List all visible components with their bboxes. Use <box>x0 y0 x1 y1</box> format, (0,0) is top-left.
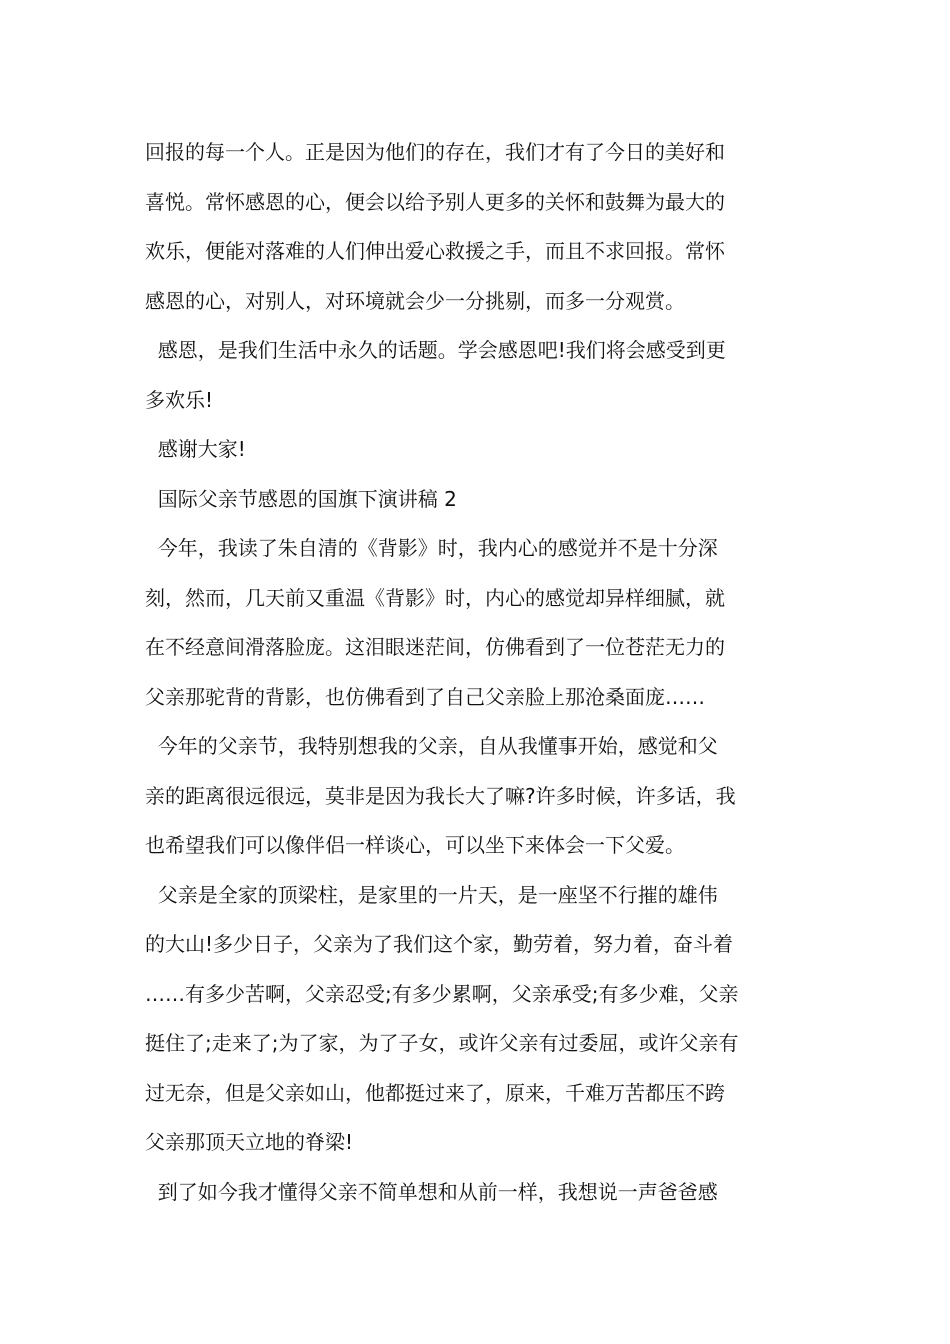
paragraph <box>145 722 809 871</box>
paragraph <box>145 425 809 475</box>
text-line: 在不经意间滑落脸庞。这泪眼迷茫间，仿佛看到了一位苍茫无力的 <box>145 635 725 659</box>
text-line: 父亲那顶天立地的脊梁! <box>145 1130 354 1154</box>
text-line: 感恩的心，对别人，对环境就会少一分挑剔，而多一分观赏。 <box>145 288 685 313</box>
text-line: 今年的父亲节，我特别想我的父亲，自从我懂事开始，感觉和父 <box>145 734 718 758</box>
paragraph <box>145 326 809 425</box>
section-heading <box>145 475 809 525</box>
paragraph <box>145 524 809 722</box>
text-line: 到了如今我才懂得父亲不简单想和从前一样，我想说一声爸爸感 <box>145 1179 718 1204</box>
text-line: 感恩，是我们生活中永久的话题。学会感恩吧!我们将会感受到更 <box>145 338 726 362</box>
text-line: 欢乐，便能对落难的人们伸出爱心救援之手，而且不求回报。常怀 <box>145 239 725 263</box>
paragraph <box>145 871 809 1168</box>
text-line: 过无奈，但是父亲如山，他都挺过来了，原来，千难万苦都压不跨 <box>145 1080 725 1105</box>
text-line: 父亲是全家的顶梁柱，是家里的一片天，是一座坚不行摧的雄伟 <box>145 882 718 907</box>
text-line: 挺住了;走来了;为了家，为了子女，或许父亲有过委屈，或许父亲有 <box>145 1031 739 1055</box>
text-line: 感谢大家! <box>145 437 246 461</box>
text-line: 亲的距离很远很远，莫非是因为我长大了嘛?许多时候，许多话，我 <box>145 783 736 808</box>
text-line: 刻，然而，几天前又重温《背影》时，内心的感觉却异样细腻，就 <box>145 585 725 610</box>
text-line: 今年，我读了朱自清的《背影》时，我内心的感觉并不是十分深 <box>145 536 718 560</box>
text-line: 多欢乐! <box>145 387 214 412</box>
text-line: 的大山!多少日子，父亲为了我们这个家，勤劳着，努力着，奋斗着 <box>145 932 734 956</box>
heading-line: 国际父亲节感恩的国旗下演讲稿 2 <box>145 486 457 511</box>
document-body <box>145 128 809 1217</box>
paragraph <box>145 128 809 326</box>
text-line: ……有多少苦啊，父亲忍受;有多少累啊，父亲承受;有多少难，父亲 <box>145 981 739 1006</box>
text-line: 回报的每一个人。正是因为他们的存在，我们才有了今日的美好和 <box>145 140 725 164</box>
text-line: 父亲那驼背的背影，也仿佛看到了自己父亲脸上那沧桑面庞…… <box>145 684 705 709</box>
text-line: 喜悦。常怀感恩的心，便会以给予别人更多的关怀和鼓舞为最大的 <box>145 189 725 214</box>
text-line: 也希望我们可以像伴侣一样谈心，可以坐下来体会一下父爱。 <box>145 833 685 857</box>
paragraph <box>145 1168 809 1218</box>
